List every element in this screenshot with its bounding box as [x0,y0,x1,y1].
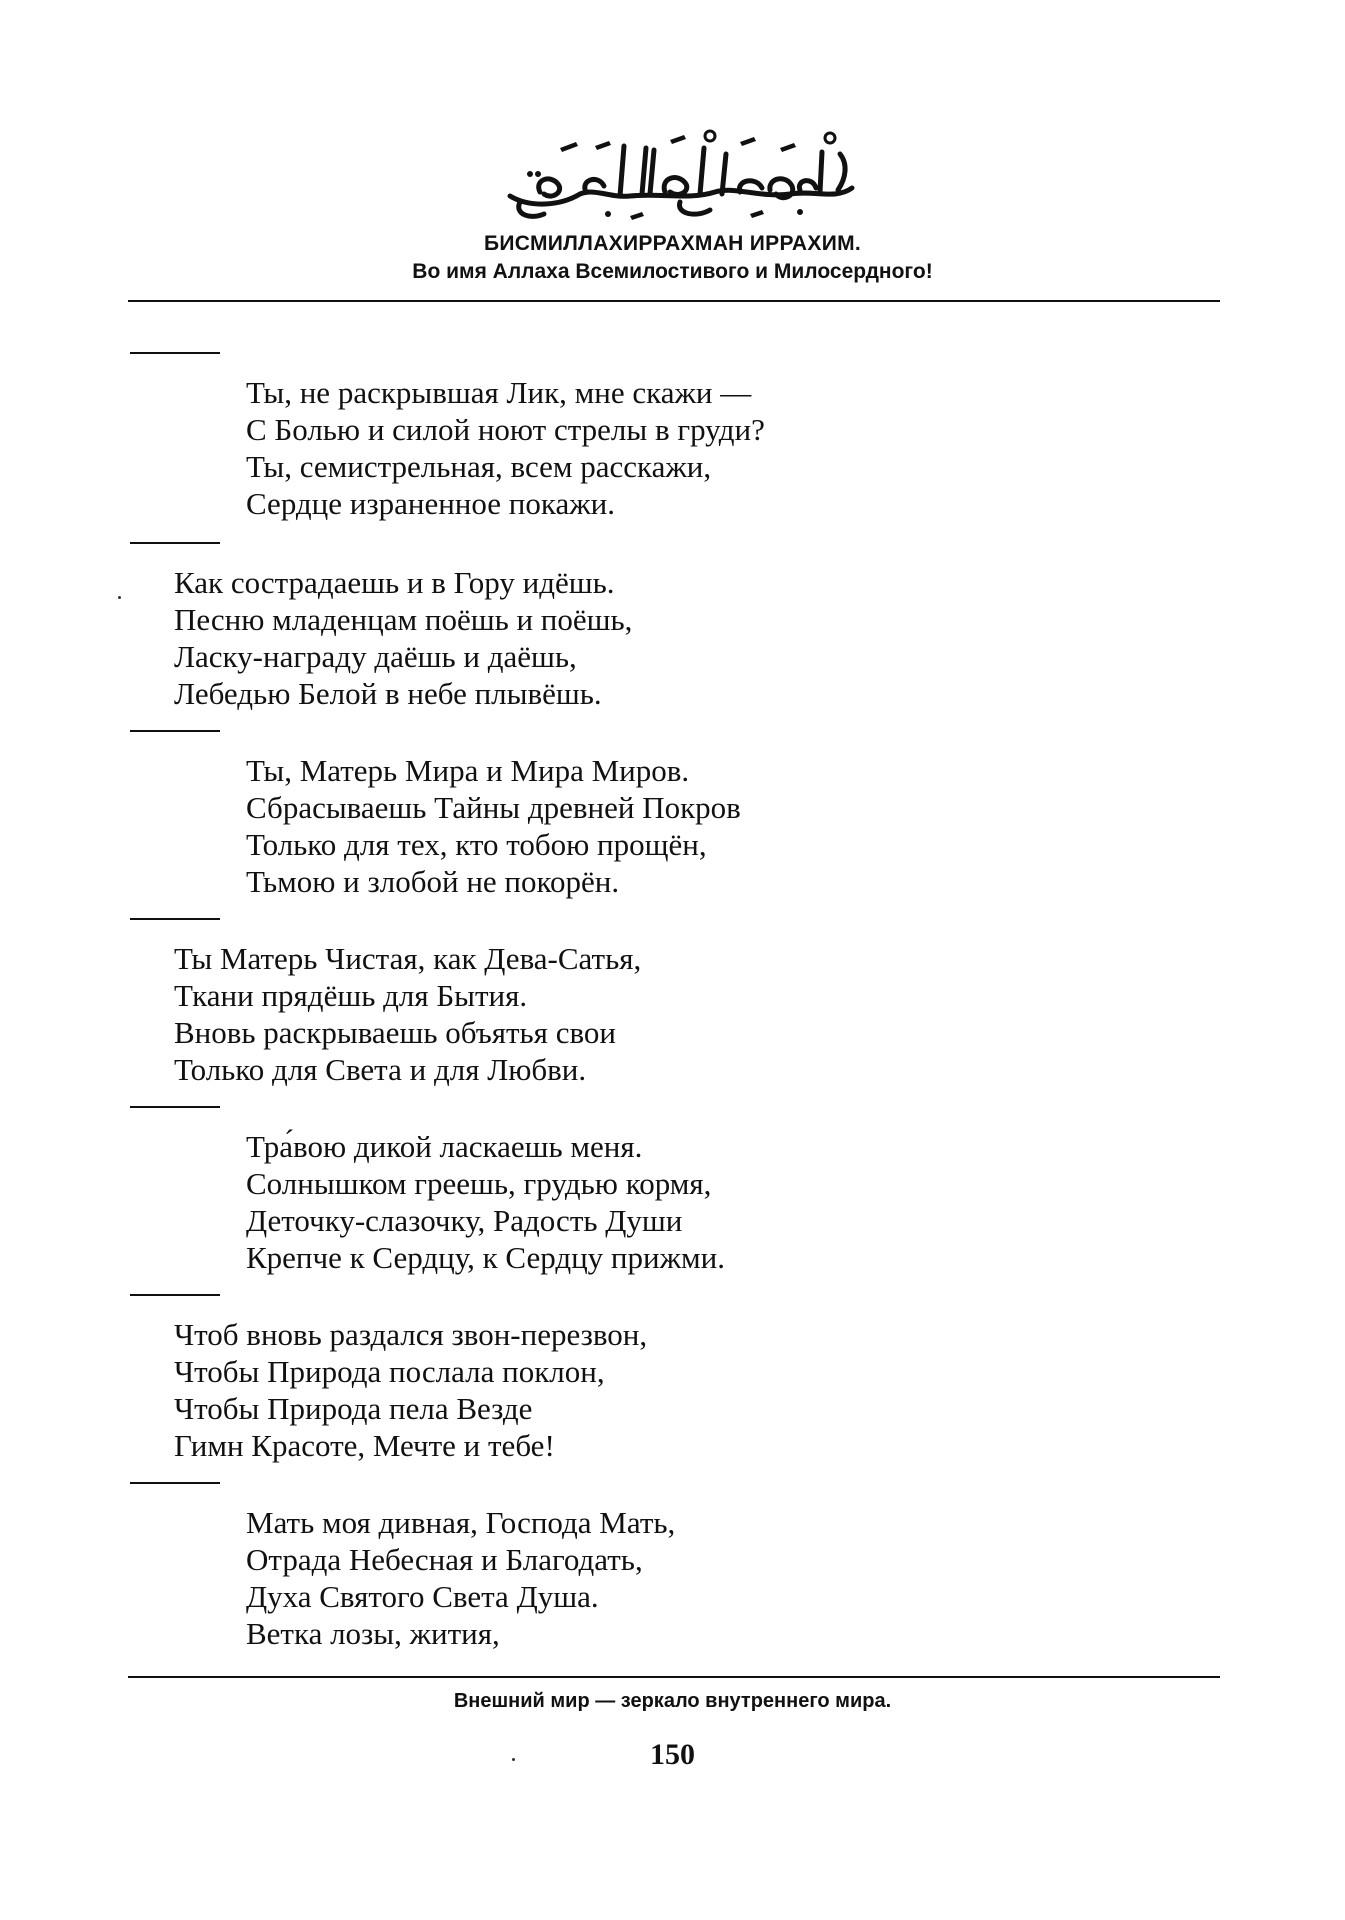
header-title: БИСМИЛЛАХИРРАХМАН ИРРАХИМ. [483,232,862,255]
stanza-divider [130,1106,220,1108]
poem-line: Тра́вою дикой ласкаешь меня. [246,1129,643,1164]
footer-rule [128,1676,1220,1678]
stanza [246,374,765,522]
stanza [174,940,641,1088]
header-rule [128,300,1220,302]
stanza-divider [130,1294,220,1296]
poem-line: Только для тех, кто тобою прощён, [246,827,707,862]
poem-line: Ты, семистрельная, всем расскажи, [246,449,712,484]
poem-line: Песню младенцам поёшь и поёшь, [174,602,633,637]
poem-line: Мать моя дивная, Господа Мать, [246,1505,676,1540]
poem-line: Чтобы Природа послала поклон, [174,1354,605,1389]
stanza [174,564,632,712]
stanza-divider [130,918,220,920]
stanza-divider [130,730,220,732]
poem-line: Духа Святого Света Душа. [246,1579,599,1614]
stanza-divider [130,1482,220,1484]
poem-line: Тьмою и злобой не покорён. [246,864,620,899]
stanza [174,1316,647,1464]
poem-line: Ветка лозы, жития, [246,1616,500,1651]
poem-line: Ласку-награду даёшь и даёшь, [174,639,577,674]
poem-line: Ты Матерь Чистая, как Дева-Сатья, [174,941,642,976]
footer-quote: Внешний мир — зеркало внутреннего мира. [453,1690,892,1712]
basmala-calligraphy-icon [500,118,860,223]
poem-line: Отрада Небесная и Благодать, [246,1542,643,1577]
scan-speck [118,596,121,599]
poem-line: Сердце израненное покажи. [246,486,615,521]
poem-line: Деточку-слазочку, Радость Души [246,1203,683,1238]
poem-line: Лебедью Белой в небе плывёшь. [174,676,602,711]
poem-line: Ты, не раскрывшая Лик, мне скажи — [246,375,752,410]
poem-line: Гимн Красоте, Мечте и тебе! [174,1428,555,1463]
stanza-divider [130,352,220,354]
scan-speck [512,1758,515,1761]
stanza [246,752,741,900]
header-subtitle: Во имя Аллаха Всемилостивого и Милосердного! [412,260,933,283]
poem-line: Сбрасываешь Тайны древней Покров [246,790,741,825]
poem-line: Крепче к Сердцу, к Сердцу прижми. [246,1240,725,1275]
stanza [246,1504,675,1652]
poem-line: Только для Света и для Любви. [174,1052,587,1087]
poem-line: Чтоб вновь раздался звон-перезвон, [174,1317,648,1352]
poem-line: Вновь раскрываешь объятья свои [174,1015,616,1050]
stanza-divider [130,542,220,544]
poem-line: Чтобы Природа пела Везде [174,1391,533,1426]
poem-line: Ткани прядёшь для Бытия. [174,978,528,1013]
poem-line: Как сострадаешь и в Гору идёшь. [174,565,615,600]
poem-line: С Болью и силой ноют стрелы в груди? [246,412,765,447]
page-number: 150 [650,1738,695,1771]
stanza [246,1128,725,1276]
poem-line: Ты, Матерь Мира и Мира Миров. [246,753,690,788]
poem-line: Солнышком греешь, грудью кормя, [246,1166,712,1201]
